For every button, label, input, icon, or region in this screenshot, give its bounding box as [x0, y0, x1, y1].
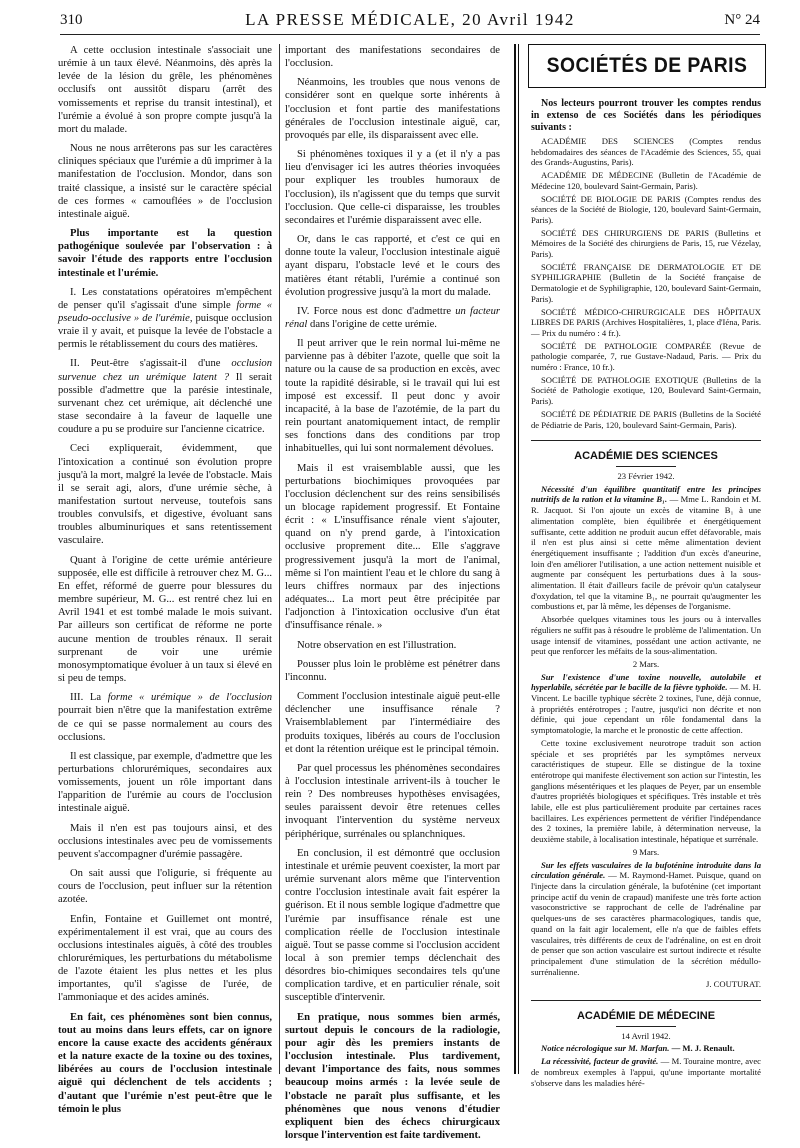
- paragraph: Il peut arriver que le rein normal lui-même ne parvienne pas à débiter l'azote, quelle que soit la nature ou la cause de sa production en excès, avec toute la rapidité désirable, si le travail qui lui est imposé est excessif. Il peut donc y avoir incapacité, à la base de l'azotémie, de la part du rein pourtant anatomiquement intact, de remplir ses fonctions dans des conditions par trop inhabituelles, qui lui sont normalement dévolues.: [285, 338, 500, 455]
- article-entry: Cette toxine exclusivement neurotrope traduit son action spéciale et ses propriétés par les symptômes nerveux caractéristiques de stupeur. Elle se distingue de la toxine entérotrope qui manifeste électivement son action sur l'intestin, les ganglions mésentériques et les plaques de Peyer, par un ensemble d'autres propriétés biologiques et spécifiques. Très instable et très labile, elle est plus particulièrement produite par certaines races bacillaires. Les expériences permettent de vérifier l'indépendance des 2 toxines, la première labile, à détermination nerveuse, la deuxième stabile, à localisation intestinale, hépatique et surrénale.: [531, 737, 761, 845]
- section-heading-academie-sciences: ACADÉMIE DES SCIENCES: [574, 450, 718, 463]
- session-date: 9 Mars.: [632, 846, 660, 857]
- society-entry: SOCIÉTÉ DE PATHOLOGIE EXOTIQUE (Bulletins de la Société de Pathologie exotique, 120, Boulevard Saint-Germain, Paris).: [531, 374, 761, 407]
- societies-column: [531, 98, 761, 1090]
- intro-text: Nos lecteurs pourront trouver les comptes rendus in extenso de ces Sociétés dans les périodiques suivants :: [531, 98, 761, 133]
- society-entry: SOCIÉTÉ DES CHIRURGIENS DE PARIS (Bulletins et Mémoires de la Société des chirurgiens de Paris, 15, rue Vézelay, Paris).: [531, 227, 761, 260]
- paragraph: En pratique, nous sommes bien armés, surtout depuis le concours de la radiologie, pour agir dès les premiers instants de l'occlusion intestinale. Plus tardivement, devant l'importance des faits, nous sommes beaucoup moins armés : la levée seule de l'obstacle ne paraît plus suffisante, et les phénomènes que nous venons d'étudier expliquent bien des échecs chirurgicaux lorsque l'intervention est faite tardivement.: [285, 1011, 500, 1142]
- paragraph: Il est classique, par exemple, d'admettre que les perturbations chlorurémiques, secondaires aux vomissements, jouent un rôle important dans l'apparition de l'urémie au cours de l'occlusion intestinale aiguë.: [58, 750, 272, 815]
- session-date: 14 Avril 1942.: [621, 1030, 671, 1041]
- paragraph: Si phénomènes toxiques il y a (et il n'y a pas lieu d'envisager ici les autres théories invoquées pour expliquer les troubles humoraux de l'occlusion), ils n'agissent que du temps que survit l'occlusion. Que celle-ci disparaisse, les troubles secondaires et l'urémie disparaissent avec elle.: [285, 149, 500, 226]
- paragraph: Ceci expliquerait, évidemment, que l'intoxication a continué son évolution propre jusqu'à la mort, malgré la levée de l'obstacle. Mais il se serait agi, alors, d'une urémie sèche, à manifestation surtout nerveuse, toutefois sans troubles convulsifs, et digestive, évoluant sans troubles albuminuriques et sans retentissement vasculaire.: [58, 443, 272, 547]
- society-entry: ACADÉMIE DE MÉDECINE (Bulletin de l'Académie de Médecine 120, boulevard Saint-Germain, Paris).: [531, 170, 761, 191]
- column-divider-double: [514, 44, 516, 1074]
- paragraph: Par quel processus les phénomènes secondaires à l'occlusion intestinale arrivent-ils à toucher le rein ? Des nombreuses hypothèses envisagées, seules paraissent devoir être retenues celles invoquant l'intervention du système nerveux périphérique, surrénales ou splanchniques.: [285, 762, 500, 840]
- article-entry: Absorbée quelques vitamines tous les jours ou à intervalles réguliers ne suffit pas à résoudre le problème de l'alimentation. Un usage intensif de vitamines, possédant une action activante, ne peut que renforcer les méfaits de la sous-alimentation.: [531, 614, 761, 657]
- paragraph: Quant à l'origine de cette urémie antérieure supposée, elle est difficile à retrouver chez M. G... En effet, réformé de guerre pour blessures du membre supérieur, M. G... est rentré chez lui en Avril 1941 et est tombé malade le mois suivant. Par ailleurs son certificat de réforme ne porte aucune mention de troubles rénaux. Il serait surprenant de voir une urémie monosymptomatique évoluer à un taux si élevé en si peu de temps.: [58, 554, 272, 685]
- journal-title: LA PRESSE MÉDICALE, 20 Avril 1942: [245, 10, 575, 29]
- paragraph: Nous ne nous arrêterons pas sur les caractères cliniques spéciaux que l'urémie a dû imprimer à la manifestation de l'occlusion. Mondor, dans son traité classique, a insisté sur le caractère spécial de ces formes « camouflées » de l'occlusion intestinale aiguë.: [58, 143, 272, 220]
- paragraph: important des manifestations secondaires de l'occlusion.: [285, 45, 500, 70]
- paragraph: Enfin, Fontaine et Guillemet ont montré, expérimentalement il est vrai, que au cours des occlusions intestinales aiguës, à côté des troubles chlorurémiques, les perturbations du métabolisme de l'azote étaient les plus nettes et les plus importantes, qu'il s'agisse de l'urée, de l'ammoniaque et des acides aminés.: [58, 913, 272, 1004]
- article-entry: Notice nécrologique sur M. Marfan. — M. J. Renault.: [541, 1043, 735, 1054]
- society-entry: SOCIÉTÉ MÉDICO-CHIRURGICALE DES HÔPITAUX LIBRES DE PARIS (Archives Hospitalières, 1, place d'Iéna, Paris. — Prix du numéro : 4 fr.).: [531, 306, 761, 338]
- short-rule: [616, 466, 676, 467]
- article-entry: Sur l'existence d'une toxine nouvelle, autolabile et hyperlabile, sécrétée par le bacille de la fièvre typhoïde. — M. H. Vincent. Le bacille typhique sécrète 2 toxines, l'une, déjà connue, à propriétés entérotropes ; l'autre, jusqu'ici non décrite et non définie, qui joue cependant un rôle fondamental dans la symptomatologie, la marche et le pronostic de cette affection.: [531, 671, 761, 736]
- paragraph: II. Peut-être s'agissait-il d'une occlusion survenue chez un urémique latent ? Il serait possible d'admettre que la parésie intestinale, survenant chez cet urémique, ait déclenché une stase secondaire à la faveur de laquelle une coudure a pu se produire sur l'ancienne cicatrice.: [58, 358, 272, 436]
- paragraph: En fait, ces phénomènes sont bien connus, tout au moins dans leurs effets, car on ignore encore la cause exacte des accidents généraux et la nature exacte de la toxine ou des toxines, libérées au cours de l'occlusion intestinale aiguë qui déclenchent de tels accidents ; d'autant que l'urémie n'est peut-être que le témoin le plus: [58, 1011, 272, 1115]
- paragraph: Mais il est vraisemblable aussi, que les perturbations biochimiques provoquées par l'occlusion déclenchent sur des reins sensibilisés un blocage rapidement progressif. Et Fontaine écrit : « L'insuffisance rénale vient s'ajouter, quand on n'y prend garde, à l'intoxication occlusive proprement dite... Elle s'aggrave progressivement jusqu'à la mort de l'animal, même si l'on maintient l'eau et le chlore du sang à leurs chiffres normaux par des injections adéquates... La mort peut être précipitée par l'adjonction à l'intoxication occlusive d'un état d'insuffisance rénale. »: [285, 462, 500, 632]
- paragraph: Pousser plus loin le problème est pénétrer dans l'inconnu.: [285, 658, 500, 683]
- paragraph: I. Les constatations opératoires m'empêchent de penser qu'il s'agissait d'une simple forme « pseudo-occlusive » de l'urémie, puisque occlusion vraie il y avait, et puisque la levée de l'obstacle a permis le rétablissement du cours des matières.: [58, 286, 273, 351]
- column-divider-double-inner: [518, 44, 519, 1074]
- society-entry: SOCIÉTÉ FRANÇAISE DE DERMATOLOGIE ET DE SYPHILIGRAPHIE (Bulletin de la Société française de Dermatologie et de Syphiligraphie, 120, boulevard Saint-Germain, Paris).: [531, 261, 761, 304]
- author-signature: J. COUTURAT.: [706, 979, 761, 990]
- paragraph: IV. Force nous est donc d'admettre un facteur rénal dans l'origine de cette urémie.: [285, 305, 501, 330]
- paragraph: III. La forme « urémique » de l'occlusion pourrait bien n'être que la manifestation extrême de ce qui se passe normalement au cours des occlusions.: [58, 692, 273, 743]
- society-entry: SOCIÉTÉ DE BIOLOGIE DE PARIS (Comptes rendus des séances de la Société de Biologie, 120, boulevard Saint-Germain, Paris).: [531, 193, 761, 225]
- page-number: 310: [60, 12, 83, 28]
- section-title-box: [528, 44, 766, 88]
- article-entry: Nécessité d'un équilibre quantitatif entre les principes nutritifs de la ration et la vitamine B₁. — Mme L. Randoin et M. R. Jacquot. Si l'on ajoute un excès de vitamine B₁ à une alimentation complète, bien équilibrée et énergétiquement suffisante, cette addition ne produit aucun effet défavorable, mais il n'en est plus ainsi si cette même alimentation devient énergétiquement insuffisante ; l'addition d'un excès d'aneurine, loin d'en améliorer l'utilisation, a une action nettement nuisible et augmente par conséquent les perturbations dues à la sous-alimentation. Il était d'ailleurs facile de prévoir qu'un catalyseur d'oxydation, tel que la vitamine B₁, ne pourrait qu'augmenter les combustions et, par là même, les dépenses de l'organisme.: [531, 483, 761, 612]
- society-entry: ACADÉMIE DES SCIENCES (Comptes rendus hebdomadaires des séances de l'Académie des Sciences, 55, quai des Grands-Augustins, Paris).: [531, 136, 761, 168]
- article-column-1: [58, 44, 272, 1122]
- paragraph: A cette occlusion intestinale s'associait une urémie à un taux élevé. Néanmoins, dès après la levée de la lésion du grêle, les phénomènes occlusifs ont aussitôt disparu (arrêt des vomissements et reprise du transit intestinal), et l'urémie a évolué à son propre compte jusqu'à la mort du malade.: [58, 45, 272, 135]
- section-heading-academie-medecine: ACADÉMIE DE MÉDECINE: [576, 1010, 716, 1023]
- column-divider: [279, 44, 280, 1074]
- paragraph: Plus importante est la question pathogénique soulevée par l'observation : à savoir l'étude des rapports entre l'occlusion intestinale et l'urémie.: [58, 228, 272, 279]
- paragraph: On sait aussi que l'oligurie, si fréquente au cours de l'occlusion, peut influer sur la rétention azotée.: [58, 868, 272, 906]
- section-rule: [531, 440, 761, 441]
- paragraph: Notre observation en est l'illustration.: [297, 639, 457, 651]
- section-title: SOCIÉTÉS DE PARIS: [546, 54, 748, 77]
- article-entry: Sur les effets vasculaires de la bufoténine introduite dans la circulation générale. — M. Raymond-Hamet. Puisque, quand on l'injecte dans la circulation générale, la bufoténine (cet important principe actif du venin de crapaud) manifeste une très forte action vasoconstrictive se rapprochant de celle de l'adrénaline par quelques-uns de ses caractères pharmacologiques, tandis que, quand on la fait agir localement, elle n'a que de faibles effets vasculaires, très différents de ceux de l'adrénaline, on est en droit de penser que son action vasculaire est surtout indirecte et résulte principalement d'une stimulation de la sécrétion médullo-surrénalienne.: [531, 859, 762, 977]
- paragraph: En conclusion, il est démontré que occlusion intestinale et urémie peuvent coexister, la mort par urémie survenant alors même que l'intervention contre l'occlusion intestinale avait fait espérer la guérison. Et il nous semble logique d'admettre que l'urémie par insuffisance rénale est une complication réelle de l'occlusion intestinale aiguë. Tout se passe comme si l'occlusion accident local à son premier temps déclenchait des désordres bio-chimiques secondaires tels qu'une complication tardive, et en particulier rénale, soit susceptible d'intervenir.: [285, 847, 500, 1004]
- short-rule: [616, 1026, 676, 1027]
- article-entry: La récessivité, facteur de gravité. — M. Touraine montre, avec de nombreux exemples à l'appui, qu'une importante mortalité s'observe dans les maladies héré-: [531, 1056, 761, 1088]
- section-rule: [531, 1000, 761, 1001]
- society-entry: SOCIÉTÉ DE PATHOLOGIE COMPARÉE (Revue de pathologie comparée, 7, rue Gustave-Nadaud, Paris. — Prix du numéro : France, 10 fr.).: [531, 340, 761, 373]
- paragraph: Comment l'occlusion intestinale aiguë peut-elle déclencher une insuffisance rénale ? Vraisemblablement par l'intermédiaire des produits toxiques, libérés au cours de l'occlusion et dont la rétention uréique est le principal témoin.: [285, 691, 500, 755]
- issue-number: N° 24: [724, 12, 760, 28]
- society-entry: SOCIÉTÉ DE PÉDIATRIE DE PARIS (Bulletins de la Société de Pédiatrie de Paris, 120, boulevard Saint-Germain, Paris).: [531, 408, 761, 430]
- paragraph: Mais il n'en est pas toujours ainsi, et des occlusions intestinales avec peu de vomissements peuvent s'accompagner d'urémie passagère.: [58, 822, 272, 860]
- paragraph: Or, dans le cas rapporté, et c'est ce qui en donne toute la valeur, l'occlusion intestinale aiguë ayant disparu, l'obstacle levé et le cours des matières étant rétabli, l'urémie a continué son évolution progressive jusqu'à la mort du malade.: [285, 234, 500, 298]
- article-column-2: [285, 44, 500, 1148]
- session-date: 2 Mars.: [632, 658, 660, 669]
- session-date: 23 Février 1942.: [617, 470, 675, 481]
- header-rule: [60, 34, 760, 35]
- page-header: [60, 8, 760, 32]
- paragraph: Néanmoins, les troubles que nous venons de considérer sont en quelque sorte inhérents à l'occlusion et font partie des manifestations générales de l'occlusion intestinale aiguë, car, provoqués par elle, ils disparaissent avec elle.: [285, 77, 500, 141]
